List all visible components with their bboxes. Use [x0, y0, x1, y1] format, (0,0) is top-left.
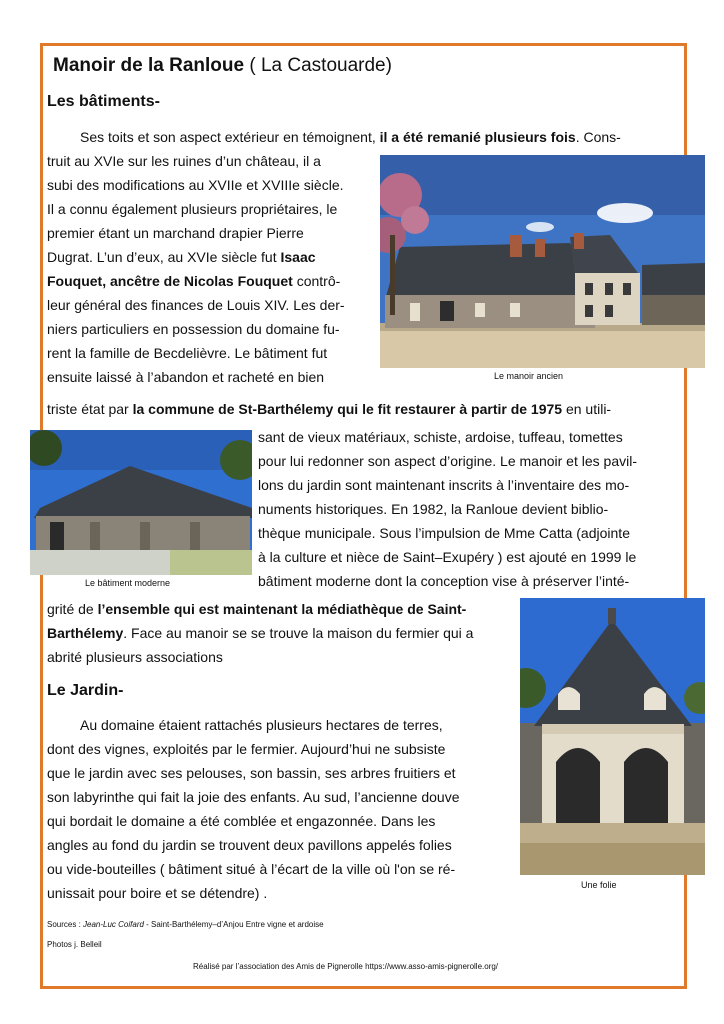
caption-moderne: Le bâtiment moderne [85, 578, 171, 588]
text-line: Ses toits et son aspect extérieur en témoignent, il a été remanié plusieurs fois. Cons- [80, 129, 621, 145]
section-heading-jardin: Le Jardin- [47, 682, 124, 699]
caption-folie: Une folie [581, 880, 617, 890]
text-line: numents historiques. En 1982, la Ranloue devient biblio- [258, 501, 609, 517]
text-line: pour lui redonner son aspect d’origine. Le manoir et les pavil- [258, 453, 637, 469]
text-line: à la culture et nièce de Saint–Exupéry ) est ajouté en 1999 le [258, 549, 637, 565]
page-title [53, 55, 392, 77]
text-line: premier étant un marchand drapier Pierre [47, 225, 304, 241]
text-line: leur général des finances de Louis XIV. Les der- [47, 297, 345, 313]
text-line: triste état par la commune de St-Barthélemy qui le fit restaurer à partir de 1975 en utili- [47, 401, 612, 417]
text-line: Barthélemy. Face au manoir se se trouve la maison du fermier qui a [47, 625, 474, 641]
text-line: que le jardin avec ses pelouses, son bassin, ses arbres fruitiers et [47, 765, 456, 781]
text-line: rent la famille de Becdelièvre. Le bâtiment fut [47, 345, 328, 361]
text-line: Fouquet, ancêtre de Nicolas Fouquet contrô- [47, 273, 341, 289]
text-line: dont des vignes, exploités par le fermier. Aujourd’hui ne subsiste [47, 741, 446, 757]
text-line: niers particuliers en possession du domaine fu- [47, 321, 340, 337]
photos-credit: Photos j. Belleil [47, 940, 102, 949]
text-line: qui bordait le domaine a été comblée et engazonnée. Dans les [47, 813, 436, 829]
photo-batiment-moderne [30, 430, 252, 575]
title-paren: ( La Castouarde) [249, 55, 392, 76]
text-line: unissait pour boire et se détendre) . [47, 885, 268, 901]
text-line: lons du jardin sont maintenant inscrits à l’inventaire des mo- [258, 477, 630, 493]
section-heading-batiments: Les bâtiments- [47, 93, 160, 110]
text-line: sant de vieux matériaux, schiste, ardoise, tuffeau, tomettes [258, 429, 623, 445]
text-line: ou vide-bouteilles ( bâtiment situé à l’écart de la ville où l'on se ré- [47, 861, 456, 877]
text-line: son labyrinthe qui fait la joie des enfants. Au sud, l’ancienne douve [47, 789, 460, 805]
photo-manoir-ancien [380, 155, 705, 368]
text-line: Dugrat. L’un d’eux, au XVIe siècle fut Isaac [47, 249, 316, 265]
text-line: Il a connu également plusieurs propriétaires, le [47, 201, 338, 217]
title-main: Manoir de la Ranloue [53, 55, 250, 76]
photo-folie [520, 598, 705, 875]
text-line: angles au fond du jardin se trouvent deux pavillons appelés folies [47, 837, 452, 853]
text-line: ensuite laissé à l’abandon et racheté en bien [47, 369, 325, 385]
text-line: grité de l’ensemble qui est maintenant la médiathèque de Saint- [47, 601, 467, 617]
text-line: Au domaine étaient rattachés plusieurs hectares de terres, [80, 717, 443, 733]
text-line: truit au XVIe sur les ruines d’un château, il a [47, 153, 321, 169]
text-line: thèque municipale. Sous l’impulsion de Mme Catta (adjointe [258, 525, 630, 541]
text-line: bâtiment moderne dont la conception vise à préserver l’inté- [258, 573, 630, 589]
caption-manoir: Le manoir ancien [494, 371, 564, 381]
text-line: subi des modifications au XVIIe et XVIIIe siècle. [47, 177, 344, 193]
text-line: abrité plusieurs associations [47, 649, 223, 665]
sources-line: Sources : Jean-Luc Coifard - Saint-Barthélemy–d’Anjou Entre vigne et ardoise [47, 920, 324, 929]
association-credit: Réalisé par l’association des Amis de Pignerolle https://www.asso-amis-pignerolle.org/ [193, 962, 499, 971]
